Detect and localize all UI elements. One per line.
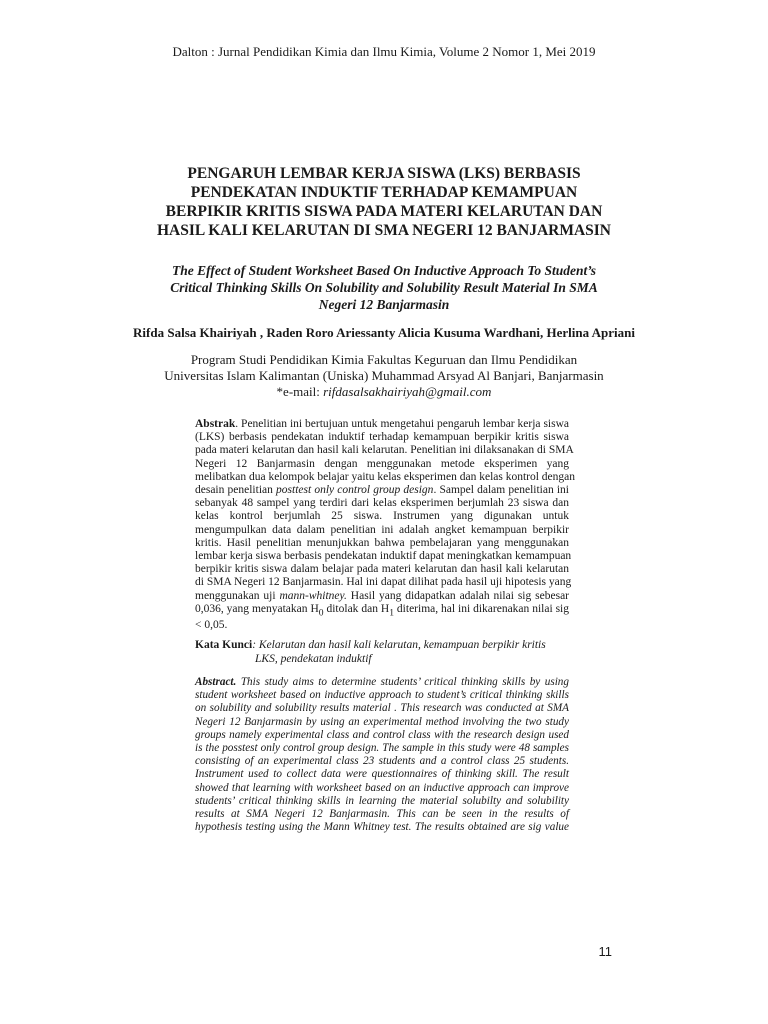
author-list: Rifda Salsa Khairiyah , Raden Roro Ariessanty Alicia Kusuma Wardhani, Herlina Apriani — [133, 325, 635, 340]
abstract-line: groups namely experimental class and control class with the research design used — [195, 728, 569, 741]
design-term: posttest only control group design — [276, 484, 434, 497]
abstract-line: Instrument used to collect data were questionnaires of thinking skill. The result — [195, 768, 569, 781]
email-address[interactable]: rifdasalsakhairiyah@gmail.com — [323, 384, 492, 399]
abstract-line: showed that learning with worksheet based on an inductive approach can improve — [195, 781, 569, 794]
title-line: PENGARUH LEMBAR KERJA SISWA (LKS) BERBASIS — [187, 165, 581, 182]
abstract-line: di SMA Negeri 12 Banjarmasin. Hal ini dapat dilihat pada hasil uji hipotesis yang — [195, 576, 572, 589]
abstract-line: Negeri 12 Banjarmasin dengan menggunakan metode eksperimen yang — [195, 457, 569, 470]
abstract-line: hypothesis testing using the Mann Whitney test. The results obtained are sig value — [195, 821, 569, 834]
email-line — [120, 384, 648, 400]
english-title — [120, 262, 648, 313]
english-title-line: The Effect of Student Worksheet Based On Inductive Approach To Student’s — [171, 263, 597, 278]
keywords-label: Kata Kunci — [195, 639, 253, 651]
abstract-line: Abstract. This study aims to determine students’ critical thinking skills by using — [195, 676, 569, 688]
abstract-line: melibatkan dua kelompok belajar yaitu kelas eksperimen dan kelas kontrol dengan — [195, 470, 576, 483]
abstract-line: consisting of an experimental class 23 students and a control class 25 students. — [195, 755, 569, 768]
abstract-line: students’ critical thinking skills in learning the material solubilty and solubility — [195, 794, 569, 807]
affiliation-line: Universitas Islam Kalimantan (Uniska) Muhammad Arsyad Al Banjari, Banjarmasin — [164, 368, 604, 383]
abstract-line: berpikir kritis siswa dalam belajar pada materi kelarutan dan hasil kali kelarutan — [195, 563, 569, 576]
title-line: PENDEKATAN INDUKTIF TERHADAP KEMAMPUAN — [190, 184, 578, 201]
subscript-zero: 0 — [318, 607, 324, 619]
paper-title — [140, 164, 628, 240]
abstract-line: kritis. Hasil penelitian menunjukkan bahwa pembelajaran yang menggunakan — [195, 536, 569, 549]
affiliation — [120, 352, 648, 400]
affiliation-line: Program Studi Pendidikan Kimia Fakultas Keguruan dan Ilmu Pendidikan — [190, 352, 578, 367]
test-name: mann-whitney. — [279, 589, 347, 602]
abstract-en-label: Abstract. — [195, 676, 237, 688]
english-title-line: Critical Thinking Skills On Solubility and Solubility Result Material In SMA — [170, 280, 598, 295]
abstract-line: < 0,05. — [195, 619, 228, 632]
abstract-line: on solubility and solubility results material . This research was conducted at SMA — [195, 702, 569, 715]
abstract-line: Abstrak. Penelitian ini bertujuan untuk mengetahui pengaruh lembar kerja siswa — [195, 418, 569, 430]
keywords-line: LKS, pendekatan induktif — [255, 653, 372, 665]
abstract-english — [195, 676, 569, 834]
running-header: Dalton : Jurnal Pendidikan Kimia dan Ilmu Kimia, Volume 2 Nomor 1, Mei 2019 — [172, 44, 596, 59]
english-title-line: Negeri 12 Banjarmasin — [318, 297, 450, 312]
title-line: BERPIKIR KRITIS SISWA PADA MATERI KELARUTAN DAN — [165, 203, 603, 220]
abstract-label: Abstrak — [195, 418, 236, 430]
abstract-line: 0,036, yang menyatakan $H_0$ ditolak dan $H_1$ diterima, hal ini dikarenakan nilai sig — [195, 602, 570, 619]
abstract-line: pada materi kelarutan dan hasil kali kelarutan. Penelitian ini dilaksanakan di SMA — [195, 444, 574, 457]
abstract-line: is the posstest only control group design. The sample in this study were 48 samples — [195, 742, 569, 755]
abstract-line: Negeri 12 Banjarmasin by using an experimental method involving the two study — [195, 715, 569, 728]
page-number: 11 — [598, 944, 612, 959]
title-line: HASIL KALI KELARUTAN DI SMA NEGERI 12 BANJARMASIN — [156, 222, 612, 239]
abstract-line: (LKS) berbasis pendekatan induktif terhadap kemampuan berpikir kritis siswa — [195, 431, 569, 444]
abstract-line: student worksheet based on inductive approach to student’s critical thinking skills — [195, 689, 569, 702]
abstract-line: sebanyak 48 sampel yang terdiri dari kelas eksperimen berjumlah 23 siswa dan — [195, 497, 569, 510]
subscript-one: 1 — [389, 607, 394, 619]
abstract-line: lembar kerja siswa berbasis pendekatan induktif dapat meningkatkan kemampuan — [195, 550, 572, 563]
keywords — [195, 638, 569, 666]
abstract-line: menggunakan uji mann-whitney. Hasil yang didapatkan adalah nilai sig sebesar — [195, 589, 569, 602]
abstract-line: mengumpulkan data dalam penelitian ini adalah angket kemampuan berpikir — [195, 523, 569, 536]
abstract-line: desain penelitian posttest only control group design. Sampel dalam penelitian ini — [195, 484, 569, 497]
abstract-line: kelas kontrol berjumlah 25 siswa. Instrumen yang digunakan untuk — [195, 510, 569, 523]
abstract-indonesian — [195, 418, 576, 633]
keywords-line: Kata Kunci: Kelarutan dan hasil kali kelarutan, kemampuan berpikir kritis — [195, 639, 546, 651]
abstract-line: results at SMA Negeri 12 Banjarmasin. This can be seen in the results of — [195, 808, 569, 821]
email-label: *e-mail: — [276, 384, 324, 399]
